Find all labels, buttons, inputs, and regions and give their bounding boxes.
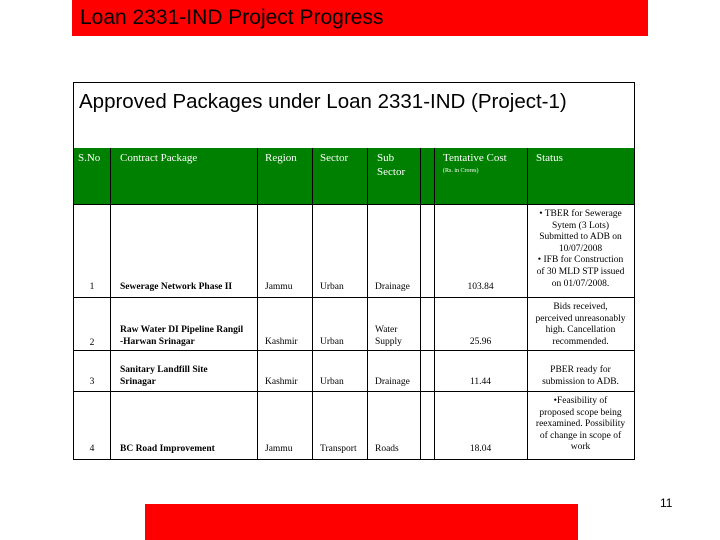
row4-region: Jammu — [265, 444, 293, 454]
row1-sno: 1 — [89, 282, 95, 292]
panel-subtitle: Approved Packages under Loan 2331-IND (Project-1) — [79, 90, 567, 113]
column-divider — [257, 148, 258, 459]
row3-package-line1: Sanitary Landfill Site — [120, 365, 208, 375]
row1-sector: Urban — [320, 282, 344, 292]
header-subsector-line1: Sub — [377, 152, 395, 164]
column-divider — [110, 148, 111, 459]
row-divider — [74, 391, 634, 392]
row2-status: Bids received, perceived unreasonably high. Cancellation recommended. — [535, 302, 626, 347]
row1-cost: 103.84 — [467, 282, 494, 292]
header-subsector-line2: Sector — [377, 166, 406, 178]
header-sector: Sector — [320, 152, 349, 164]
row3-cost: 11.44 — [469, 377, 492, 387]
header-tentative-cost: Tentative Cost — [443, 152, 507, 164]
page-number: 11 — [660, 496, 673, 510]
header-region: Region — [265, 152, 297, 164]
row2-sector: Urban — [320, 337, 344, 347]
row1-package: Sewerage Network Phase II — [120, 282, 233, 292]
column-divider — [312, 148, 313, 459]
row3-package-line2: Srinagar — [120, 377, 156, 387]
column-divider — [367, 148, 368, 459]
row-divider — [74, 204, 634, 205]
row3-region: Kashmir — [265, 377, 298, 387]
row3-subsector: Drainage — [375, 377, 410, 387]
row4-subsector: Roads — [375, 444, 399, 454]
row2-subsector-line2: Supply — [375, 337, 402, 347]
row2-sno: 2 — [89, 338, 95, 348]
row3-status: PBER ready for submission to ADB. — [542, 365, 619, 387]
row1-subsector: Drainage — [375, 282, 410, 292]
header-cost-unit: (Rs. in Crores) — [443, 168, 479, 174]
row3-sno: 3 — [89, 377, 95, 387]
row2-subsector-line1: Water — [375, 325, 398, 335]
row4-package: BC Road Improvement — [120, 444, 215, 454]
row1-status: • TBER for Sewerage Sytem (3 Lots) Submitted to ADB on 10/07/2008 • IFB for Construction of 30 MLD STP issued on 01/07/2008. — [536, 209, 625, 289]
row2-region: Kashmir — [265, 337, 298, 347]
row-divider — [74, 297, 634, 298]
header-sno: S.No — [78, 152, 101, 164]
row1-region: Jammu — [265, 282, 293, 292]
row2-package-line1: Raw Water DI Pipeline Rangil — [120, 325, 244, 335]
row4-cost: 18.04 — [469, 444, 492, 454]
row4-status: •Feasibility of proposed scope being reexamined. Possibility of change in scope of work — [535, 396, 626, 453]
slide-title: Loan 2331-IND Project Progress — [80, 6, 384, 29]
column-divider — [434, 148, 435, 459]
row2-package-line2: -Harwan Srinagar — [120, 337, 195, 347]
header-contract-package: Contract Package — [120, 152, 198, 164]
row2-cost: 25.96 — [469, 337, 492, 347]
row4-sector: Transport — [320, 444, 357, 454]
column-divider — [420, 148, 421, 459]
header-status: Status — [536, 152, 563, 164]
row3-sector: Urban — [320, 377, 344, 387]
row-divider — [74, 459, 634, 460]
row4-sno: 4 — [89, 444, 95, 454]
row-divider — [74, 350, 634, 351]
footer-bar — [145, 504, 578, 540]
